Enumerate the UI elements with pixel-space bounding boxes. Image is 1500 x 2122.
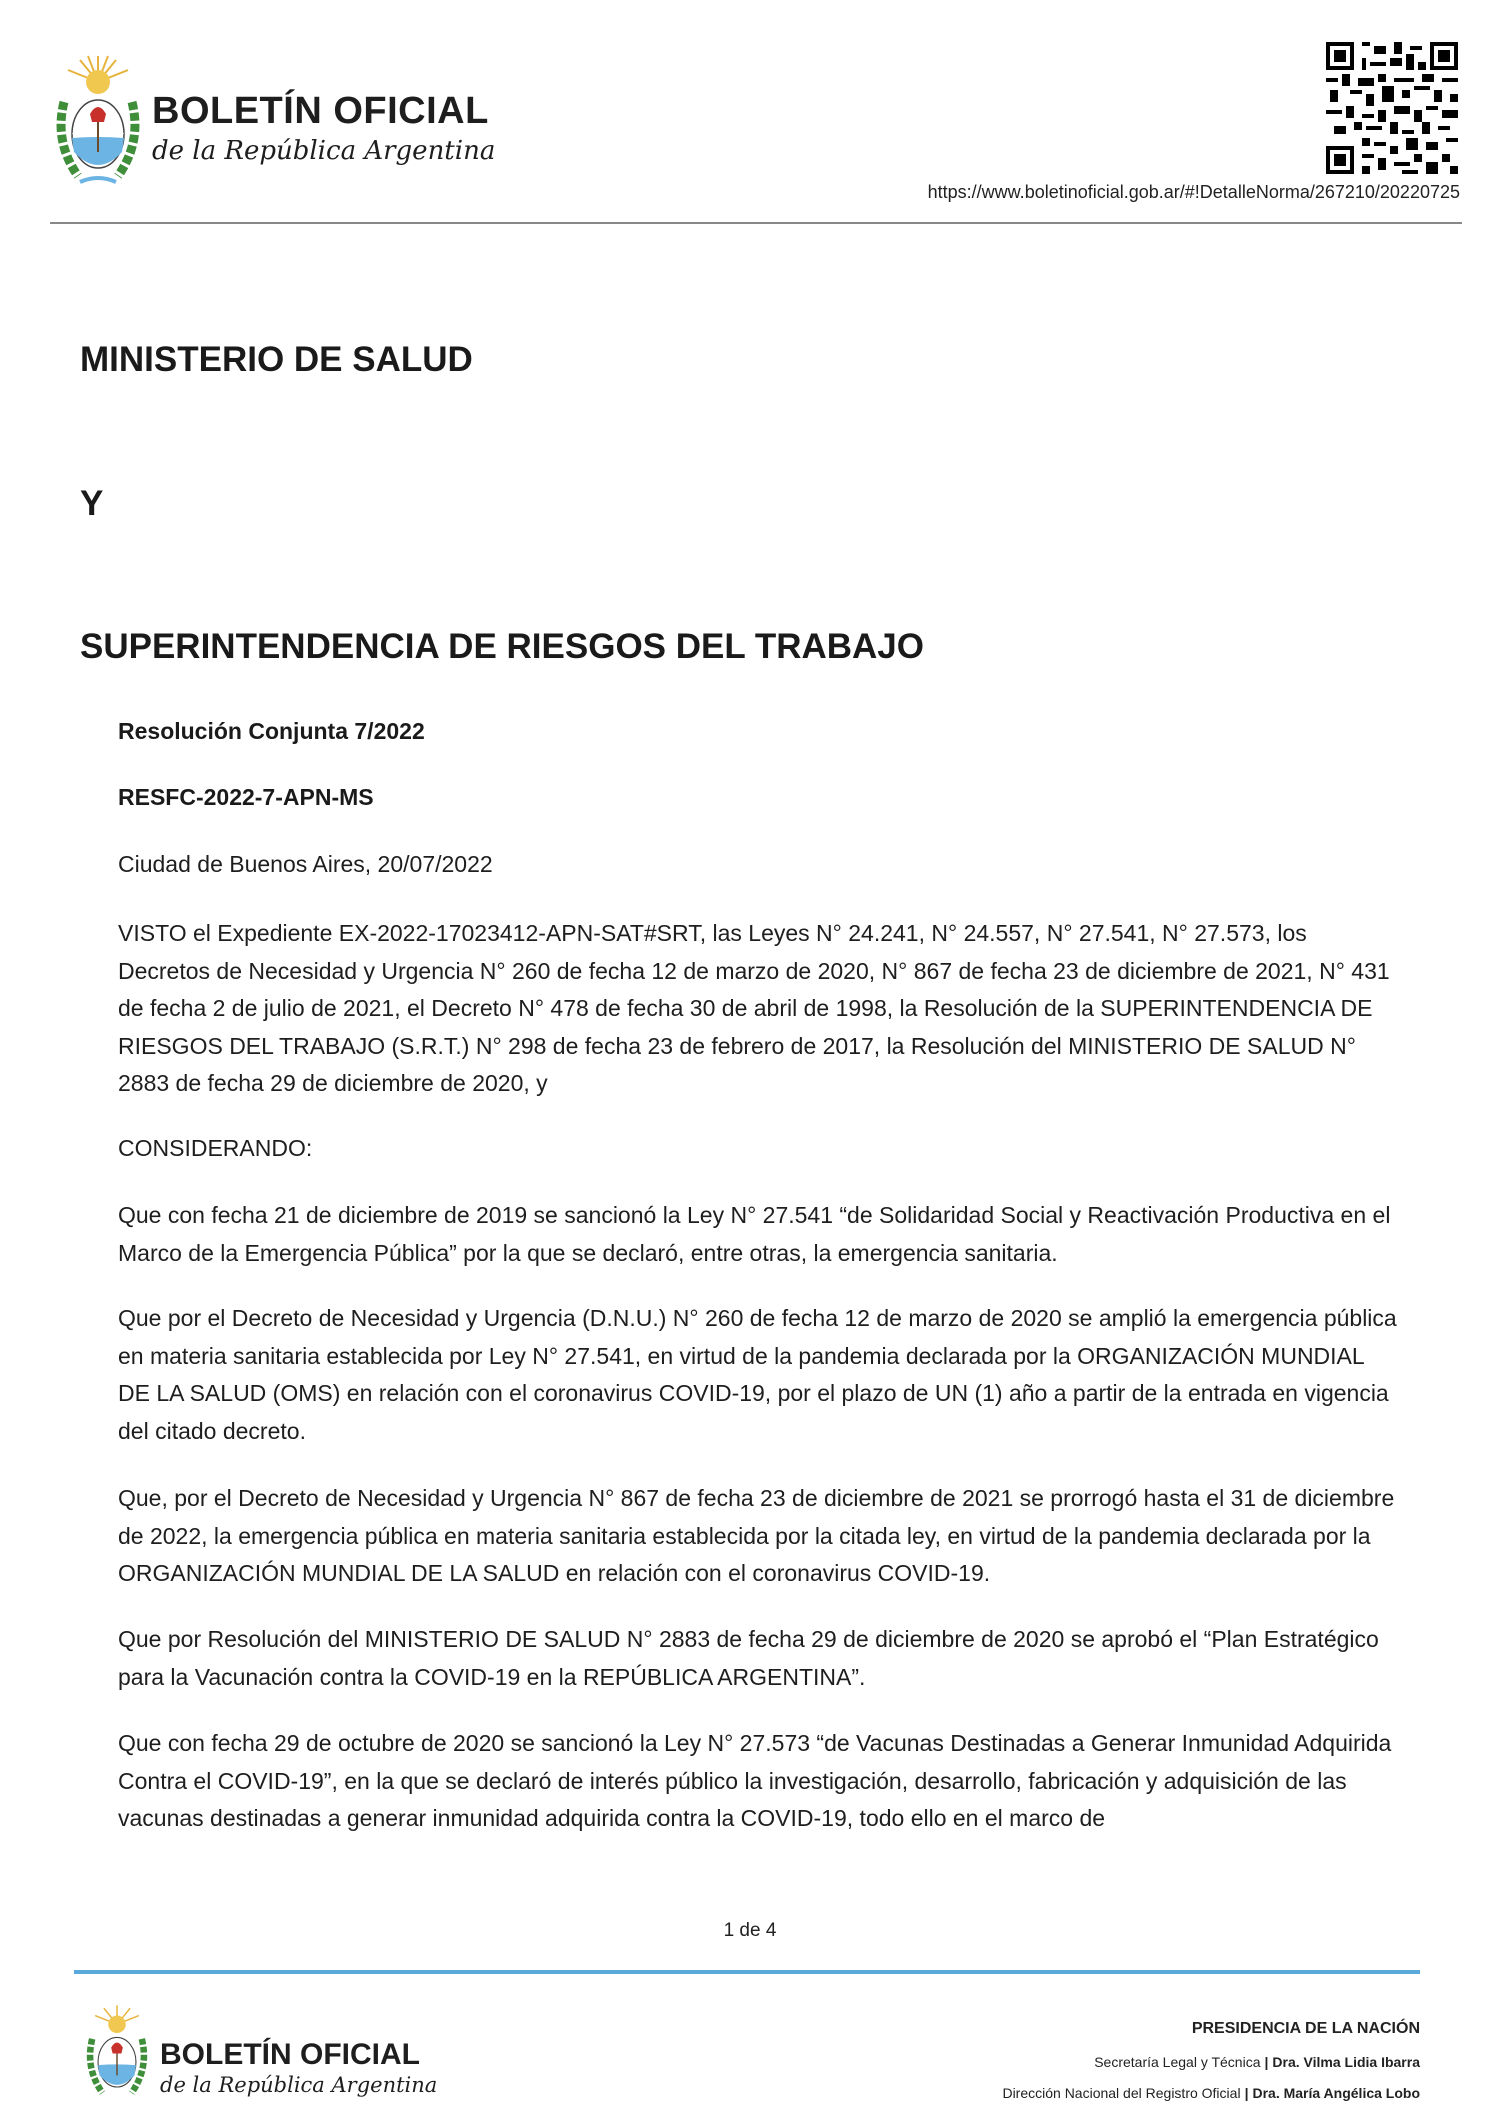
footer-divider [74, 1970, 1420, 1974]
directorate-line [1002, 2085, 1420, 2101]
footer-brand-title: BOLETÍN OFICIAL [160, 2038, 420, 2071]
considerando-paragraph-1: Que con fecha 21 de diciembre de 2019 se sancionó la Ley N° 27.541 “de Solidaridad Social y Reactivación Productiva en el Marco de la Emergencia Pública” por la que se declaró, entre otras, la emergencia sanitaria. [118, 1202, 1391, 1266]
header-divider [50, 222, 1462, 224]
secretariat-name: Secretaría Legal y Técnica [1094, 2054, 1261, 2070]
conjunction-heading: Y [80, 484, 104, 523]
considerando-paragraph-4: Que por Resolución del MINISTERIO DE SALUD N° 2883 de fecha 29 de diciembre de 2020 se aprobó el “Plan Estratégico para la Vacunación contra la COVID-19 en la REPÚBLICA ARGENTINA”. [118, 1626, 1379, 1690]
secretariat-line [1094, 2054, 1420, 2070]
separator: | [1264, 2054, 1269, 2070]
resolution-code: RESFC-2022-7-APN-MS [118, 784, 374, 810]
place-date: Ciudad de Buenos Aires, 20/07/2022 [118, 851, 493, 877]
considerando-paragraph-5: Que con fecha 29 de octubre de 2020 se sancionó la Ley N° 27.573 “de Vacunas Destinadas a Generar Inmunidad Adquirida Contra el COVID-19”, en la que se declaró de interés público la investigación, desarrollo, fabricación y adquisición de las vacunas destinadas a generar inmunidad adquirida contra la COVID-19, todo ello en el marco de [118, 1730, 1392, 1831]
directorate-head: Dra. María Angélica Lobo [1252, 2085, 1420, 2101]
brand-title: BOLETÍN OFICIAL [152, 90, 489, 132]
footer-brand-subtitle: de la República Argentina [160, 2073, 438, 2097]
ministry-heading: MINISTERIO DE SALUD [80, 340, 473, 379]
visto-paragraph: VISTO el Expediente EX-2022-17023412-APN-SAT#SRT, las Leyes N° 24.241, N° 24.557, N° 27.541, N° 27.573, los Decretos de Necesidad y Urgencia N° 260 de fecha 12 de marzo de 2020, N° 867 de fecha 23 de diciembre de 2021, N° 431 de fecha 2 de julio de 2021, el Decreto N° 478 de fecha 30 de abril de 1998, la Resolución de la SUPERINTENDENCIA DE RIESGOS DEL TRABAJO (S.R.T.) N° 298 de fecha 23 de febrero de 2017, la Resolución del MINISTERIO DE SALUD N° 2883 de fecha 29 de diciembre de 2020, y [118, 920, 1390, 1096]
coat-of-arms-icon [50, 52, 146, 188]
directorate-name: Dirección Nacional del Registro Oficial [1002, 2085, 1241, 2101]
coat-of-arms-icon [82, 2000, 152, 2104]
page-number: 1 de 4 [723, 1920, 777, 1941]
document-url-link[interactable]: https://www.boletinoficial.gob.ar/#!DetalleNorma/267210/20220725 [927, 182, 1460, 202]
considerando-label: CONSIDERANDO: [118, 1135, 313, 1161]
superintendency-heading: SUPERINTENDENCIA DE RIESGOS DEL TRABAJO [80, 627, 924, 666]
considerando-paragraph-2: Que por el Decreto de Necesidad y Urgencia (D.N.U.) N° 260 de fecha 12 de marzo de 2020 se amplió la emergencia pública en materia sanitaria establecida por Ley N° 27.541, en virtud de la pandemia declarada por la ORGANIZACIÓN MUNDIAL DE LA SALUD (OMS) en relación con el coronavirus COVID-19, por el plazo de UN (1) año a partir de la entrada en vigencia del citado decreto. [118, 1305, 1397, 1444]
resolution-title: Resolución Conjunta 7/2022 [118, 718, 425, 744]
considerando-paragraph-3: Que, por el Decreto de Necesidad y Urgencia N° 867 de fecha 23 de diciembre de 2021 se prorrogó hasta el 31 de diciembre de 2022, la emergencia pública en materia sanitaria establecida por la citada ley, en virtud de la pandemia declarada por la ORGANIZACIÓN MUNDIAL DE LA SALUD en relación con el coronavirus COVID-19. [118, 1485, 1395, 1586]
brand-subtitle: de la República Argentina [152, 136, 496, 166]
secretariat-head: Dra. Vilma Lidia Ibarra [1272, 2054, 1420, 2070]
presidency-label: PRESIDENCIA DE LA NACIÓN [1191, 2020, 1420, 2037]
qr-code-icon[interactable] [1326, 42, 1458, 174]
separator: | [1244, 2085, 1249, 2101]
